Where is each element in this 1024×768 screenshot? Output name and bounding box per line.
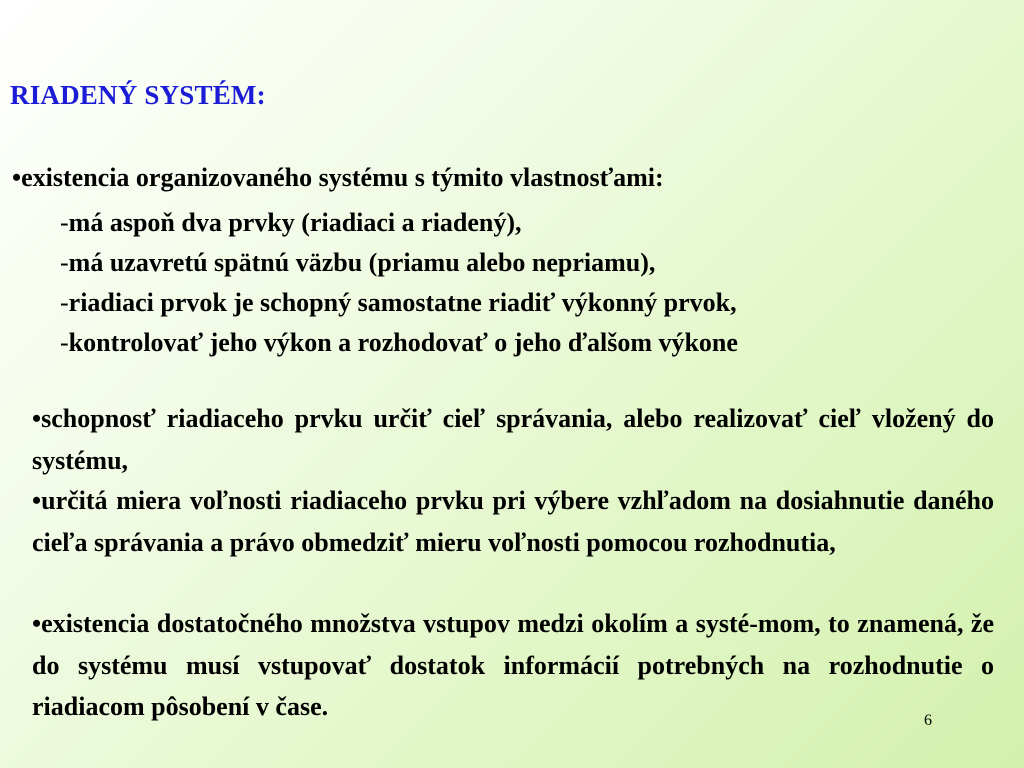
bullet-icon: • — [32, 486, 42, 515]
paragraph-text: existencia dostatočného množstva vstupov medzi okolím a systé-mom, to znamená, že do systému musí vstupovať dostatok informácií potrebných na rozhodnutie o riadiacom pôsobení v čase. — [32, 609, 994, 721]
intro-bullet-text: existencia organizovaného systému s týmito vlastnosťami: — [21, 163, 664, 192]
dash-icon: - — [60, 288, 69, 317]
sub-item — [60, 243, 738, 283]
bullet-icon: • — [32, 609, 42, 638]
sub-item-list — [60, 203, 738, 363]
page-number: 6 — [924, 712, 932, 729]
paragraph-bullet — [32, 480, 994, 563]
paragraph-bullet — [32, 603, 994, 728]
paragraph-text: určitá miera voľnosti riadiaceho prvku pri výbere vzhľadom na dosiahnutie daného cieľa správania a právo obmedziť mieru voľnosti pomocou rozhodnutia, — [32, 486, 994, 557]
bullet-icon: • — [32, 404, 42, 433]
sub-item-text: má aspoň dva prvky (riadiaci a riadený), — [68, 208, 522, 237]
sub-item-text: má uzavretú spätnú väzbu (priamu alebo nepriamu), — [68, 248, 656, 277]
sub-item — [60, 283, 738, 323]
sub-item — [60, 323, 738, 363]
paragraph-bullet — [32, 398, 994, 481]
slide-title: RIADENÝ SYSTÉM: — [10, 80, 266, 110]
bullet-icon: • — [12, 163, 22, 192]
dash-icon: - — [60, 248, 69, 277]
sub-item-text: kontrolovať jeho výkon a rozhodovať o jeho ďalšom výkone — [68, 328, 738, 357]
sub-item-text: riadiaci prvok je schopný samostatne riadiť výkonný prvok, — [68, 288, 737, 317]
dash-icon: - — [60, 328, 69, 357]
intro-bullet — [12, 163, 664, 193]
paragraph-text: schopnosť riadiaceho prvku určiť cieľ správania, alebo realizovať cieľ vložený do systému, — [32, 404, 994, 475]
sub-item — [60, 203, 738, 243]
dash-icon: - — [60, 208, 69, 237]
